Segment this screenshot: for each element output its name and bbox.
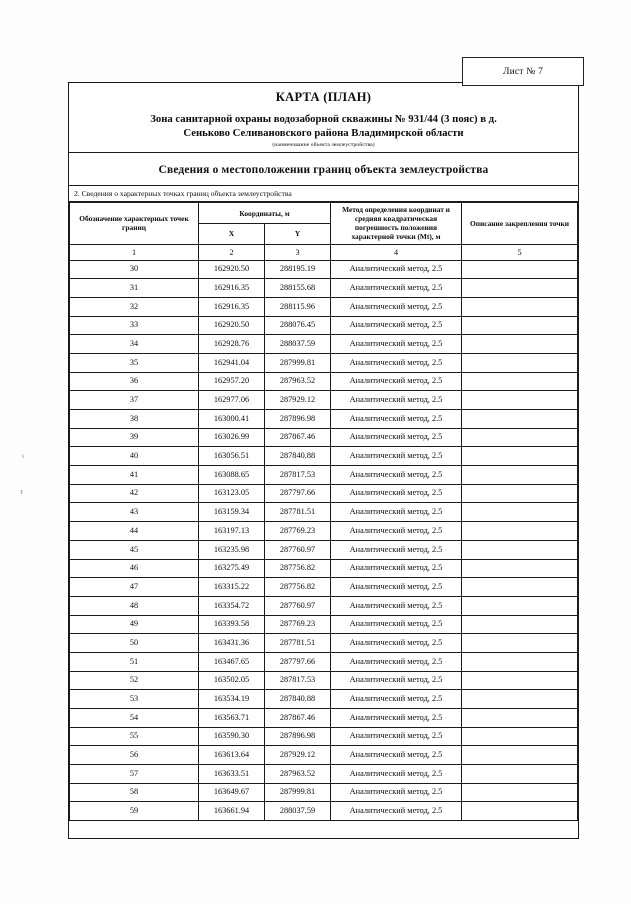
cell-description [462,802,578,821]
cell-point-designation: 59 [70,802,199,821]
cell-point-designation: 30 [70,260,199,279]
cell-method: Аналитический метод, 2.5 [331,353,462,372]
cell-coordinate-x: 163590.30 [199,727,265,746]
cell-coordinate-x: 163235.98 [199,540,265,559]
cell-point-designation: 47 [70,578,199,597]
cell-method: Аналитический метод, 2.5 [331,335,462,354]
cell-method: Аналитический метод, 2.5 [331,765,462,784]
cell-description [462,428,578,447]
cell-coordinate-y: 287781.51 [265,503,331,522]
cell-description [462,615,578,634]
cell-description [462,410,578,429]
table-row [70,297,578,316]
cell-description [462,709,578,728]
column-number-row [70,244,578,260]
table-row [70,335,578,354]
cell-description [462,746,578,765]
cell-coordinate-y: 288155.68 [265,279,331,298]
table-row [70,652,578,671]
cell-coordinate-x: 163613.64 [199,746,265,765]
cell-method: Аналитический метод, 2.5 [331,410,462,429]
header-method: Метод определения координат и средняя квадратическая погрешность положения характерной точки (Mt), м [331,203,462,244]
cell-point-designation: 49 [70,615,199,634]
cell-point-designation: 48 [70,596,199,615]
cell-coordinate-x: 162916.35 [199,297,265,316]
table-row [70,802,578,821]
cell-coordinate-x: 163467.65 [199,652,265,671]
cell-description [462,690,578,709]
cell-coordinate-y: 287781.51 [265,634,331,653]
table-body [70,244,578,821]
cell-coordinate-y: 287929.12 [265,746,331,765]
cell-point-designation: 31 [70,279,199,298]
cell-coordinate-y: 287867.46 [265,709,331,728]
cell-coordinate-x: 162977.06 [199,391,265,410]
column-number-5: 5 [462,244,578,260]
cell-point-designation: 57 [70,765,199,784]
cell-point-designation: 36 [70,372,199,391]
title-block [69,83,578,153]
cell-coordinate-x: 162957.20 [199,372,265,391]
cell-description [462,297,578,316]
table-row [70,540,578,559]
cell-description [462,279,578,298]
cell-description [462,578,578,597]
cell-description [462,540,578,559]
cell-description [462,765,578,784]
cell-coordinate-y: 288037.59 [265,802,331,821]
cell-coordinate-x: 163661.94 [199,802,265,821]
section-title-band [69,153,578,186]
cell-point-designation: 52 [70,671,199,690]
cell-coordinate-y: 287797.66 [265,652,331,671]
cell-coordinate-x: 163534.19 [199,690,265,709]
table-row [70,522,578,541]
cell-method: Аналитический метод, 2.5 [331,484,462,503]
header-coordinates-group: Координаты, м [199,203,331,224]
sheet-number-box [462,57,584,86]
table-row [70,690,578,709]
cell-method: Аналитический метод, 2.5 [331,297,462,316]
cell-coordinate-x: 162928.76 [199,335,265,354]
cell-coordinate-x: 163315.22 [199,578,265,597]
cell-description [462,466,578,485]
cell-point-designation: 50 [70,634,199,653]
cell-coordinate-y: 287840.88 [265,447,331,466]
table-header [70,203,578,244]
cell-point-designation: 35 [70,353,199,372]
cell-description [462,353,578,372]
cell-coordinate-x: 162920.50 [199,260,265,279]
table-row [70,596,578,615]
cell-coordinate-x: 162941.04 [199,353,265,372]
table-row [70,428,578,447]
cell-coordinate-x: 163502.05 [199,671,265,690]
cell-description [462,447,578,466]
cell-coordinate-x: 163197.13 [199,522,265,541]
cell-point-designation: 32 [70,297,199,316]
table-row [70,484,578,503]
table-row [70,372,578,391]
cell-coordinate-y: 287769.23 [265,615,331,634]
cell-coordinate-x: 163026.99 [199,428,265,447]
cell-coordinate-y: 288195.19 [265,260,331,279]
table-row [70,410,578,429]
cell-description [462,335,578,354]
cell-coordinate-y: 287999.81 [265,353,331,372]
cell-description [462,391,578,410]
scan-artifact-mark: т [20,488,24,496]
cell-description [462,522,578,541]
cell-method: Аналитический метод, 2.5 [331,783,462,802]
cell-coordinate-y: 287963.52 [265,765,331,784]
table-row [70,578,578,597]
cell-coordinate-x: 163275.49 [199,559,265,578]
cell-method: Аналитический метод, 2.5 [331,428,462,447]
cell-coordinate-x: 163563.71 [199,709,265,728]
table-row [70,260,578,279]
cell-coordinate-y: 287817.53 [265,466,331,485]
cell-method: Аналитический метод, 2.5 [331,652,462,671]
cell-point-designation: 33 [70,316,199,335]
cell-method: Аналитический метод, 2.5 [331,260,462,279]
table-row [70,391,578,410]
cell-point-designation: 41 [70,466,199,485]
cell-coordinate-x: 163056.51 [199,447,265,466]
cell-method: Аналитический метод, 2.5 [331,540,462,559]
document-frame [68,82,579,839]
section-title: Сведения о местоположении границ объекта землеустройства [158,164,489,177]
table-row [70,727,578,746]
cell-point-designation: 55 [70,727,199,746]
cell-method: Аналитический метод, 2.5 [331,447,462,466]
subsection-title: 2. Сведения о характерных точках границ объекта землеустройства [69,186,578,202]
cell-coordinate-y: 287999.81 [265,783,331,802]
cell-coordinate-x: 163088.65 [199,466,265,485]
cell-coordinate-x: 163649.67 [199,783,265,802]
cell-method: Аналитический метод, 2.5 [331,802,462,821]
column-number-1: 1 [70,244,199,260]
cell-description [462,596,578,615]
table-row [70,316,578,335]
cell-point-designation: 54 [70,709,199,728]
cell-coordinate-y: 287929.12 [265,391,331,410]
cell-description [462,260,578,279]
header-coordinate-y: Y [265,223,331,244]
cell-method: Аналитический метод, 2.5 [331,671,462,690]
cell-coordinate-y: 287896.98 [265,410,331,429]
column-number-2: 2 [199,244,265,260]
cell-coordinate-y: 287756.82 [265,559,331,578]
table-row [70,783,578,802]
table-row [70,466,578,485]
table-row [70,447,578,466]
cell-point-designation: 44 [70,522,199,541]
cell-description [462,671,578,690]
cell-coordinate-x: 163159.34 [199,503,265,522]
cell-method: Аналитический метод, 2.5 [331,578,462,597]
cell-point-designation: 40 [70,447,199,466]
scan-artifact-mark: ı [22,452,24,460]
document-subtitle-line1: Зона санитарной охраны водозаборной скважины № 931/44 (3 пояс) в д. [150,113,497,125]
cell-coordinate-x: 163431.36 [199,634,265,653]
cell-method: Аналитический метод, 2.5 [331,372,462,391]
cell-point-designation: 38 [70,410,199,429]
document-subtitle-line2: Сеньково Селивановского района Владимирской области [183,126,464,139]
cell-method: Аналитический метод, 2.5 [331,391,462,410]
cell-method: Аналитический метод, 2.5 [331,466,462,485]
cell-coordinate-y: 287840.88 [265,690,331,709]
cell-method: Аналитический метод, 2.5 [331,503,462,522]
cell-point-designation: 39 [70,428,199,447]
cell-coordinate-x: 162920.50 [199,316,265,335]
cell-coordinate-y: 287760.97 [265,596,331,615]
cell-description [462,484,578,503]
cell-description [462,559,578,578]
cell-method: Аналитический метод, 2.5 [331,615,462,634]
cell-coordinate-y: 287896.98 [265,727,331,746]
document-title: КАРТА (ПЛАН) [275,90,372,104]
cell-method: Аналитический метод, 2.5 [331,522,462,541]
cell-method: Аналитический метод, 2.5 [331,709,462,728]
cell-coordinate-x: 163123.05 [199,484,265,503]
table-row [70,709,578,728]
cell-point-designation: 45 [70,540,199,559]
document-caption: (наименование объекта землеустройства) [272,142,375,149]
cell-method: Аналитический метод, 2.5 [331,279,462,298]
header-description: Описание закрепления точки [462,203,578,244]
header-coordinate-x: X [199,223,265,244]
cell-point-designation: 58 [70,783,199,802]
cell-coordinate-x: 162916.35 [199,279,265,298]
cell-point-designation: 53 [70,690,199,709]
header-row-main [70,203,578,224]
cell-coordinate-x: 163354.72 [199,596,265,615]
table-row [70,671,578,690]
cell-coordinate-y: 287963.52 [265,372,331,391]
cell-point-designation: 51 [70,652,199,671]
cell-coordinate-x: 163393.58 [199,615,265,634]
cell-point-designation: 34 [70,335,199,354]
cell-point-designation: 46 [70,559,199,578]
cell-coordinate-x: 163000.41 [199,410,265,429]
cell-point-designation: 42 [70,484,199,503]
table-row [70,615,578,634]
cell-coordinate-y: 288037.59 [265,335,331,354]
cell-description [462,727,578,746]
cell-coordinate-y: 287769.23 [265,522,331,541]
cell-point-designation: 43 [70,503,199,522]
cell-coordinate-y: 287867.46 [265,428,331,447]
cell-method: Аналитический метод, 2.5 [331,746,462,765]
cell-description [462,652,578,671]
cell-coordinate-x: 163633.51 [199,765,265,784]
cell-method: Аналитический метод, 2.5 [331,634,462,653]
cell-method: Аналитический метод, 2.5 [331,727,462,746]
cell-description [462,503,578,522]
cell-coordinate-y: 288076.45 [265,316,331,335]
cell-method: Аналитический метод, 2.5 [331,559,462,578]
cell-coordinate-y: 287817.53 [265,671,331,690]
cell-method: Аналитический метод, 2.5 [331,596,462,615]
cell-coordinate-y: 287760.97 [265,540,331,559]
header-point-designation: Обозначение характерных точек границ [70,203,199,244]
sheet-number-label: Лист № 7 [502,66,544,77]
cell-coordinate-y: 288115.96 [265,297,331,316]
cell-description [462,783,578,802]
column-number-4: 4 [331,244,462,260]
table-row [70,503,578,522]
table-row [70,279,578,298]
cell-point-designation: 37 [70,391,199,410]
cell-description [462,634,578,653]
column-number-3: 3 [265,244,331,260]
cell-description [462,316,578,335]
coordinates-table [69,202,578,821]
cell-method: Аналитический метод, 2.5 [331,316,462,335]
cell-coordinate-y: 287797.66 [265,484,331,503]
table-row [70,353,578,372]
cell-point-designation: 56 [70,746,199,765]
cell-method: Аналитический метод, 2.5 [331,690,462,709]
table-row [70,765,578,784]
table-row [70,746,578,765]
table-row [70,559,578,578]
table-row [70,634,578,653]
cell-coordinate-y: 287756.82 [265,578,331,597]
cell-description [462,372,578,391]
